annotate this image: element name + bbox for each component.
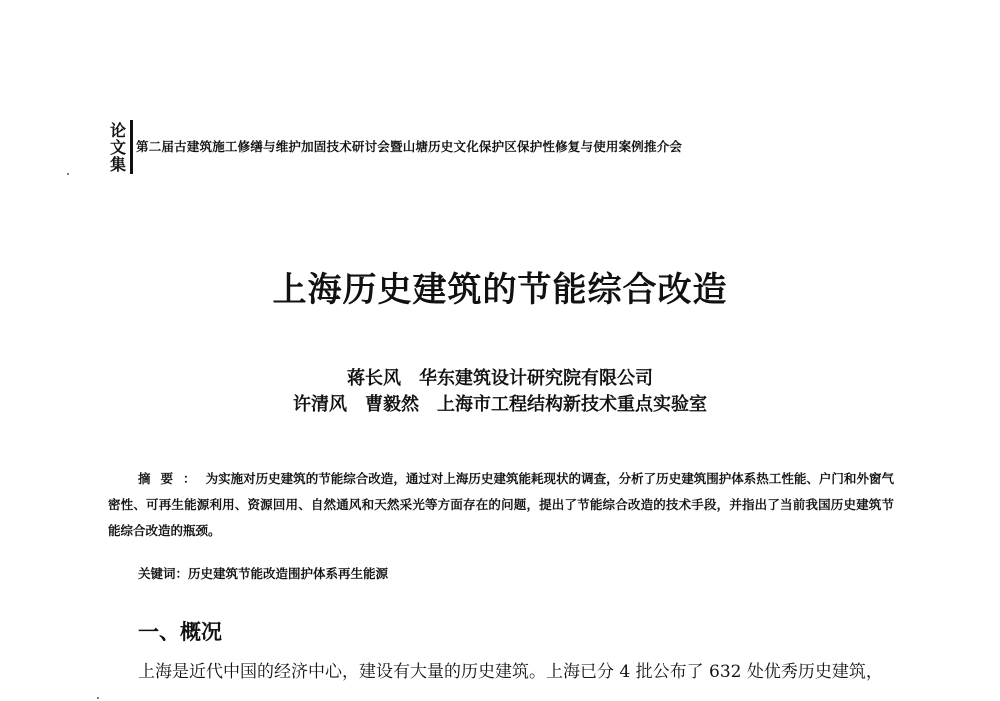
keywords	[138, 561, 388, 587]
header-rule	[130, 120, 133, 174]
keywords-label: 关键词：	[138, 566, 189, 581]
conference-header	[108, 120, 682, 174]
abstract	[108, 466, 894, 544]
author-names: 许清风 曹毅然	[293, 394, 419, 415]
scan-speck	[67, 173, 69, 175]
abstract-label: 摘要：	[138, 471, 206, 486]
author-line	[0, 366, 1000, 392]
author-affiliation: 华东建筑设计研究院有限公司	[419, 368, 653, 389]
vertical-char: 论	[109, 120, 126, 140]
scan-speck	[97, 697, 99, 699]
proceedings-vertical-label	[108, 122, 128, 173]
vertical-char: 文	[109, 137, 126, 157]
author-line	[0, 392, 1000, 418]
paper-title: 上海历史建筑的节能综合改造	[272, 270, 728, 310]
abstract-text: 为实施对历史建筑的节能综合改造，通过对上海历史建筑能耗现状的调查，分析了历史建筑围护体系热工性能、户门和外窗气密性、可再生能源利用、资源回用、自然通风和天然采光等方面存在的问题，提出了节能综合改造的技术手段，并指出了当前我国历史建筑节能综合改造的瓶颈。	[108, 471, 894, 538]
author-affiliation: 上海市工程结构新技术重点实验室	[437, 394, 707, 415]
keywords-text: 历史建筑节能改造围护体系再生能源	[188, 566, 389, 581]
body-paragraph: 上海是近代中国的经济中心，建设有大量的历史建筑。上海已分 4 批公布了 632 处优秀历史建筑，	[138, 662, 883, 682]
conference-series-title: 第二届古建筑施工修缮与维护加固技术研讨会暨山塘历史文化保护区保护性修复与使用案例推介会	[136, 139, 683, 154]
section-heading: 一、概况	[138, 620, 222, 644]
author-block	[0, 366, 1000, 418]
author-names: 蒋长风	[347, 368, 401, 389]
vertical-char: 集	[109, 154, 126, 174]
